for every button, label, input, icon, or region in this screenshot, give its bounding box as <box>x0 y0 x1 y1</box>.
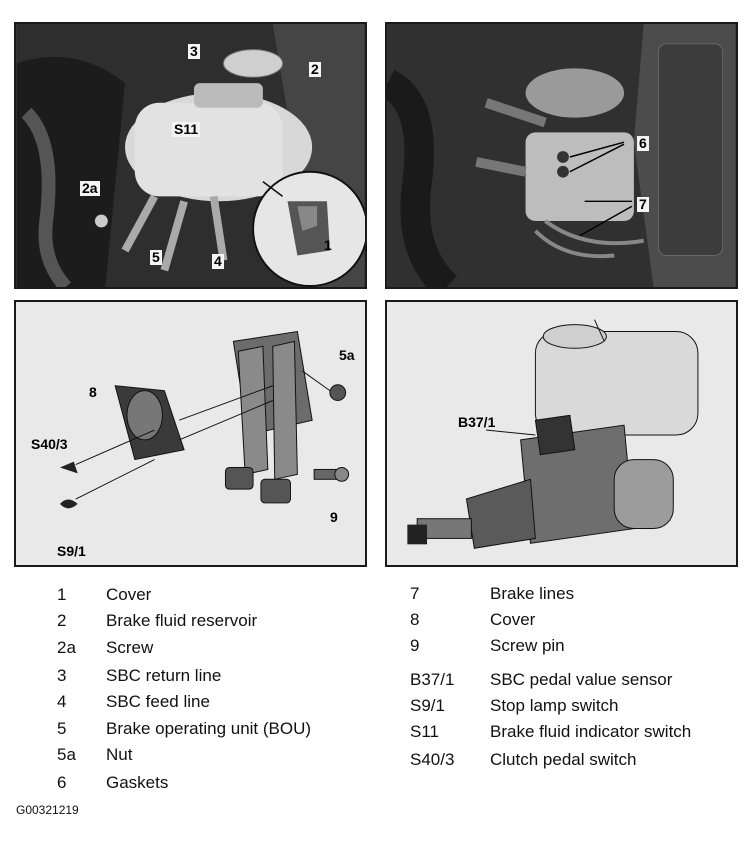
legend-desc: Nut <box>106 745 133 764</box>
legend-code: 6 <box>57 773 67 792</box>
legend-desc: SBC return line <box>106 666 222 685</box>
legend-code: 9 <box>410 636 420 655</box>
callout-b37-1: B37/1 <box>458 414 496 430</box>
legend-code: B37/1 <box>410 670 455 689</box>
legend-desc: Cover <box>490 610 536 629</box>
legend-code: S9/1 <box>410 696 445 715</box>
legend-code: 5a <box>57 745 76 764</box>
legend-code: 3 <box>57 666 67 685</box>
callout-7: 7 <box>639 196 647 212</box>
legend-desc: SBC feed line <box>106 692 210 711</box>
legend-desc: Cover <box>106 585 152 604</box>
figure-code: G00321219 <box>16 803 79 817</box>
legend-code: 8 <box>410 610 420 629</box>
legend-code: S11 <box>410 722 439 741</box>
callout-5a: 5a <box>339 347 355 363</box>
callout-s11: S11 <box>174 121 199 137</box>
legend-code: S40/3 <box>410 750 455 769</box>
callout-9: 9 <box>330 509 338 525</box>
legend-code: 1 <box>57 585 67 604</box>
legend-desc: Brake fluid indicator switch <box>490 722 692 741</box>
callout-6: 6 <box>639 135 647 151</box>
callout-s40-3: S40/3 <box>31 436 68 452</box>
legend-code: 4 <box>57 692 67 711</box>
legend-code: 2a <box>57 638 76 657</box>
callout-s9-1: S9/1 <box>57 543 86 559</box>
legend-desc: Brake operating unit (BOU) <box>106 719 312 738</box>
legend-desc: Clutch pedal switch <box>490 750 637 769</box>
callout-5: 5 <box>152 249 160 265</box>
legend-code: 5 <box>57 719 67 738</box>
callout-4: 4 <box>214 253 222 269</box>
legend-desc: Brake lines <box>490 584 575 603</box>
callout-2a: 2a <box>82 180 98 196</box>
callout-1: 1 <box>324 237 332 253</box>
callout-2: 2 <box>311 61 319 77</box>
legend-desc: Stop lamp switch <box>490 696 619 715</box>
legend-code: 7 <box>410 584 420 603</box>
legend-desc: Gaskets <box>106 773 169 792</box>
callout-8: 8 <box>89 384 97 400</box>
legend-desc: SBC pedal value sensor <box>490 670 673 689</box>
callout-3: 3 <box>190 43 198 59</box>
legend-desc: Screw <box>106 638 154 657</box>
legend-code: 2 <box>57 611 67 630</box>
legend-desc: Brake fluid reservoir <box>106 611 258 630</box>
legend-desc: Screw pin <box>490 636 565 655</box>
